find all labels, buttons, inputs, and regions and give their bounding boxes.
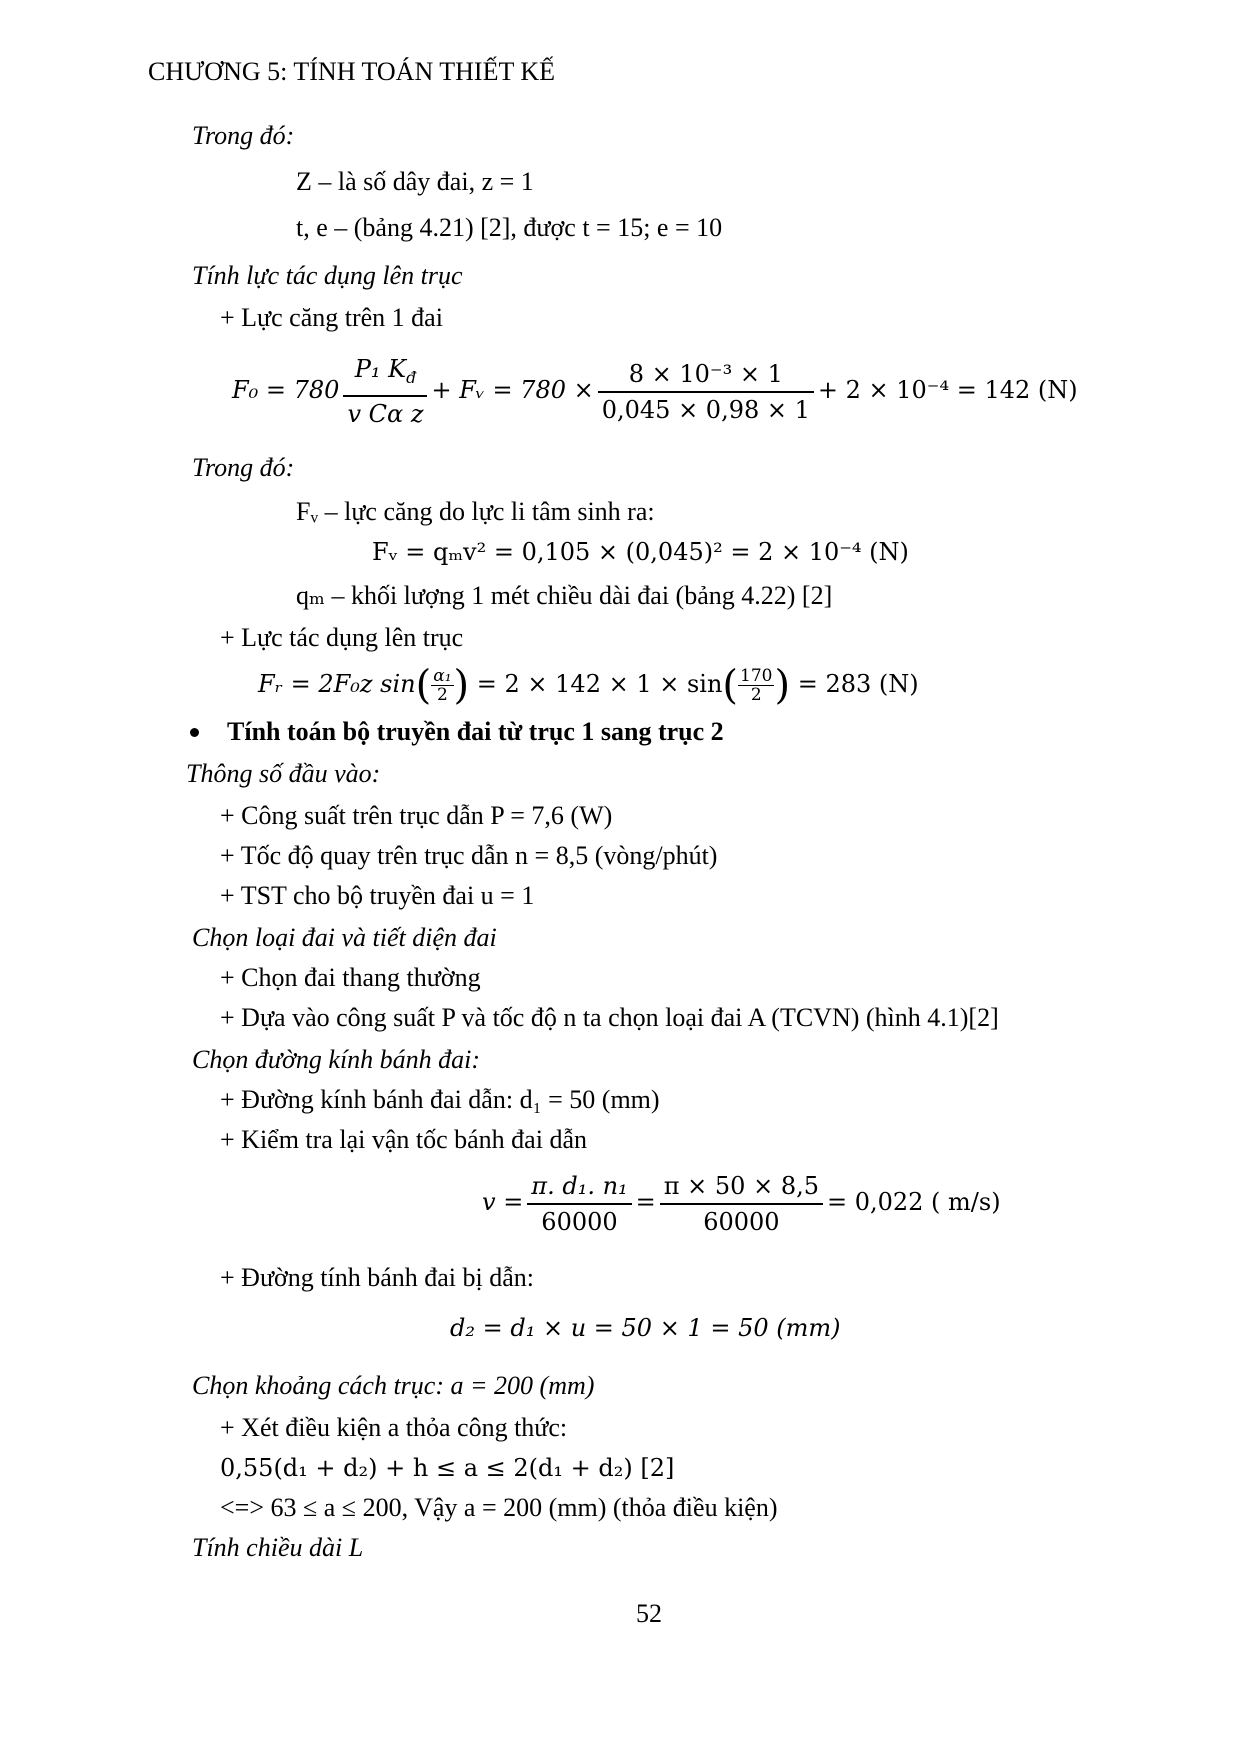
qm-definition: qₘ – khối lượng 1 mét chiều dài đai (bảng 4.22) [2]	[296, 581, 833, 610]
kiem-tra-line: + Kiểm tra lại vận tốc bánh đai dẫn	[220, 1125, 587, 1154]
trong-do-label-2: Trong đó:	[192, 453, 295, 482]
eq-fr-fraction-1: $\frac{\text{α₁}}{2}$	[433, 666, 452, 705]
eq-f0-fraction-1: $\frac{P_1 K_đ}{\text{v Cα z}}$	[343, 352, 427, 431]
equation-fr: Fᵣ = 2F₀z sin( $\frac{\text{α₁}}{2}$ ) = 2 × 142 × 1 × sin( $\frac{170}{2}$ ) = 283 (N)	[258, 662, 919, 709]
luc-cang-label: + Lực căng trên 1 đai	[220, 303, 443, 332]
te-definition: t, e – (bảng 4.21) [2], được t = 15; e = 10	[296, 213, 723, 242]
trong-do-label: Trong đó:	[192, 121, 295, 150]
tinh-l-label: Tính chiều dài L	[192, 1533, 364, 1562]
equation-d2: d₂ = d₁ × u = 50 × 1 = 50 (mm)	[450, 1314, 841, 1342]
toc-do-line: + Tốc độ quay trên trục dẫn n = 8,5 (vòng/phút)	[220, 841, 718, 870]
luc-tac-dung-label: + Lực tác dụng lên trục	[220, 623, 464, 652]
thong-so-label: Thông số đầu vào:	[186, 759, 381, 788]
chon-duong-kinh-label: Chọn đường kính bánh đai:	[192, 1045, 481, 1074]
chon-loai-label: Chọn loại đai và tiết diện đai	[192, 923, 497, 952]
chon-khoang-label: Chọn khoảng cách trục: a = 200 (mm)	[192, 1371, 595, 1400]
inequality-line: 0,55(d₁ + d₂) + h ≤ a ≤ 2(d₁ + d₂) [2]	[220, 1454, 675, 1482]
result-line: <=> 63 ≤ a ≤ 200, Vậy a = 200 (mm) (thỏa điều kiện)	[220, 1493, 778, 1522]
page-number: 52	[636, 1599, 662, 1628]
xet-dk-line: + Xét điều kiện a thỏa công thức:	[220, 1413, 568, 1442]
z-definition: Z – là số dây đai, z = 1	[296, 167, 534, 196]
dk-bi-dan-line: + Đường tính bánh đai bị dẫn:	[220, 1263, 535, 1292]
subheading-luc-tac-dung: Tính lực tác dụng lên trục	[192, 261, 463, 290]
dua-vao-line: + Dựa vào công suất P và tốc độ n ta chọn loại đai A (TCVN) (hình 4.1)[2]	[220, 1003, 999, 1032]
eq-v-fraction-2: $\frac{\pi \times 50 \times 8,5}{60000}$	[660, 1169, 823, 1239]
section-heading: Tính toán bộ truyền đai từ trục 1 sang trục 2	[190, 716, 724, 748]
eq-f0-rhs: + 2 × 10⁻⁴ = 142 (N)	[817, 376, 1078, 404]
dk-dan-line: + Đường kính bánh đai dẫn: d₁ = 50 (mm)	[220, 1085, 660, 1114]
chon-thang-line: + Chọn đai thang thường	[220, 963, 481, 992]
eq-f0-lhs: F₀ = 780	[232, 376, 340, 404]
tst-line: + TST cho bộ truyền đai u = 1	[220, 881, 535, 910]
chapter-header: CHƯƠNG 5: TÍNH TOÁN THIẾT KẾ	[148, 57, 556, 86]
eq-fr-fraction-2: $\frac{170}{2}$	[740, 666, 773, 705]
equation-v: v = $\frac{\text{π. d₁. n₁}}{60000}$ = $\frac{\pi \times 50 \times 8,5}{60000}$ = 0,022 ( m/s)	[482, 1164, 1001, 1240]
eq-v-fraction-1: $\frac{\text{π. d₁. n₁}}{60000}$	[527, 1169, 631, 1239]
bullet-icon	[190, 728, 199, 737]
equation-f0	[232, 352, 1078, 431]
eq-f0-fraction-2: $\frac{\text{8 × 10⁻³ × 1}}{0,045 \times 0,98 \times 1}$	[598, 357, 814, 427]
equation-fv: Fᵥ = qₘv² = 0,105 × (0,045)² = 2 × 10⁻⁴ (N)	[372, 538, 909, 566]
cong-suat-line: + Công suất trên trục dẫn P = 7,6 (W)	[220, 801, 613, 830]
eq-f0-mid: + Fᵥ = 780 ×	[431, 376, 594, 404]
fv-definition: Fᵥ – lực căng do lực li tâm sinh ra:	[296, 497, 655, 526]
